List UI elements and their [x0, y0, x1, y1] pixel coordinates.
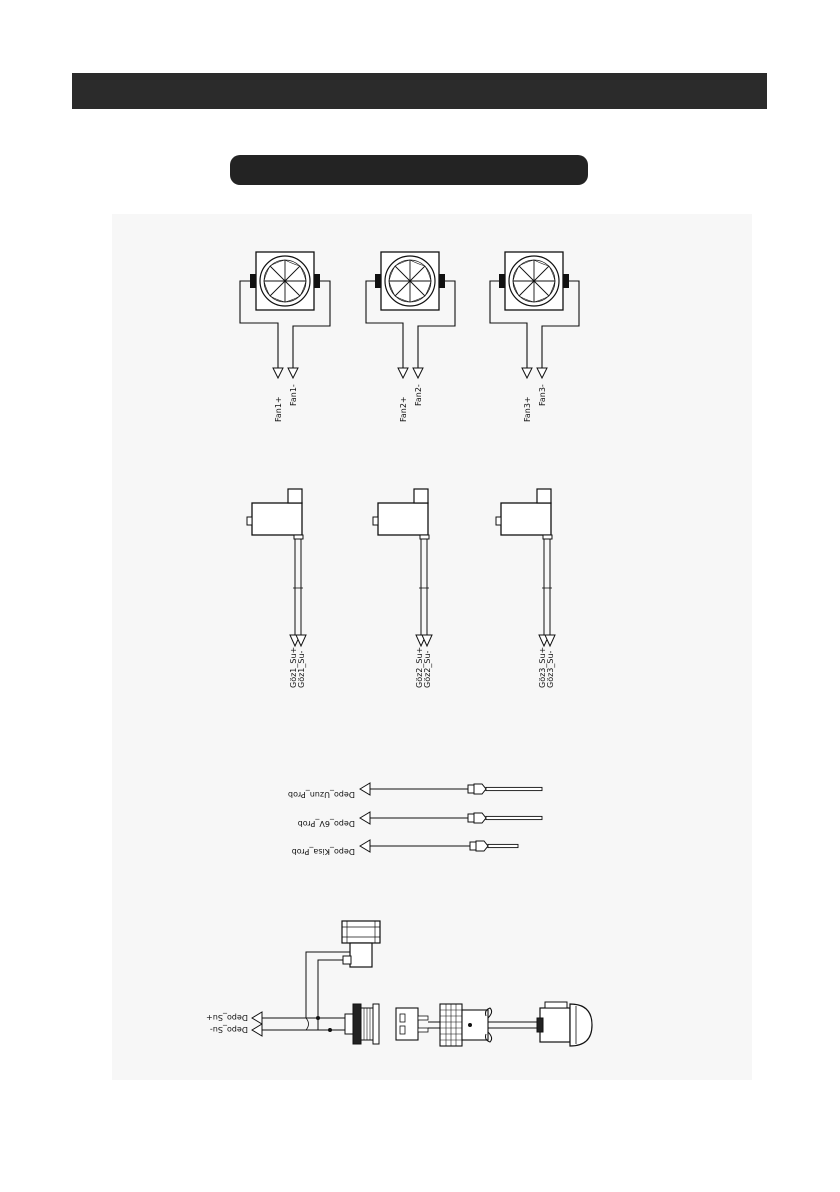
fan2-minus-label: Fan2- [414, 384, 423, 406]
fan-2 [366, 252, 455, 422]
valve2-minus-label: Göz2_Su- [423, 650, 432, 688]
pump-plus-label: Depo_Su+ [206, 1013, 248, 1022]
valve-1 [247, 489, 306, 688]
fan1-minus-label: Fan1- [289, 384, 298, 406]
fan2-plus-label: Fan2+ [399, 396, 408, 422]
valve3-plus-label: Göz3_Su+ [538, 646, 547, 688]
pump-assembly [206, 921, 592, 1046]
probe-long-label: Depo_Uzun_Prob [287, 790, 355, 799]
valve2-plus-label: Göz2_Su+ [415, 646, 424, 688]
probe-short [292, 840, 518, 856]
fan-3 [490, 252, 579, 422]
fan-1 [240, 252, 330, 422]
probe-6v-label: Depo_6V_Prob [297, 819, 355, 828]
valve-3 [496, 489, 555, 688]
fan3-plus-label: Fan3+ [523, 396, 532, 422]
probe-short-label: Depo_Kisa_Prob [291, 847, 355, 856]
pump-minus-label: Depo_Su- [209, 1025, 248, 1034]
valve3-minus-label: Göz3_Su- [546, 650, 555, 688]
fan3-minus-label: Fan3- [538, 384, 547, 406]
probe-6v [298, 812, 542, 828]
valve-2 [373, 489, 432, 688]
fan1-plus-label: Fan1+ [274, 396, 283, 422]
valve1-plus-label: Göz1_Su+ [289, 646, 298, 688]
valve1-minus-label: Göz1_Su- [297, 650, 306, 688]
probe-long [288, 783, 542, 799]
